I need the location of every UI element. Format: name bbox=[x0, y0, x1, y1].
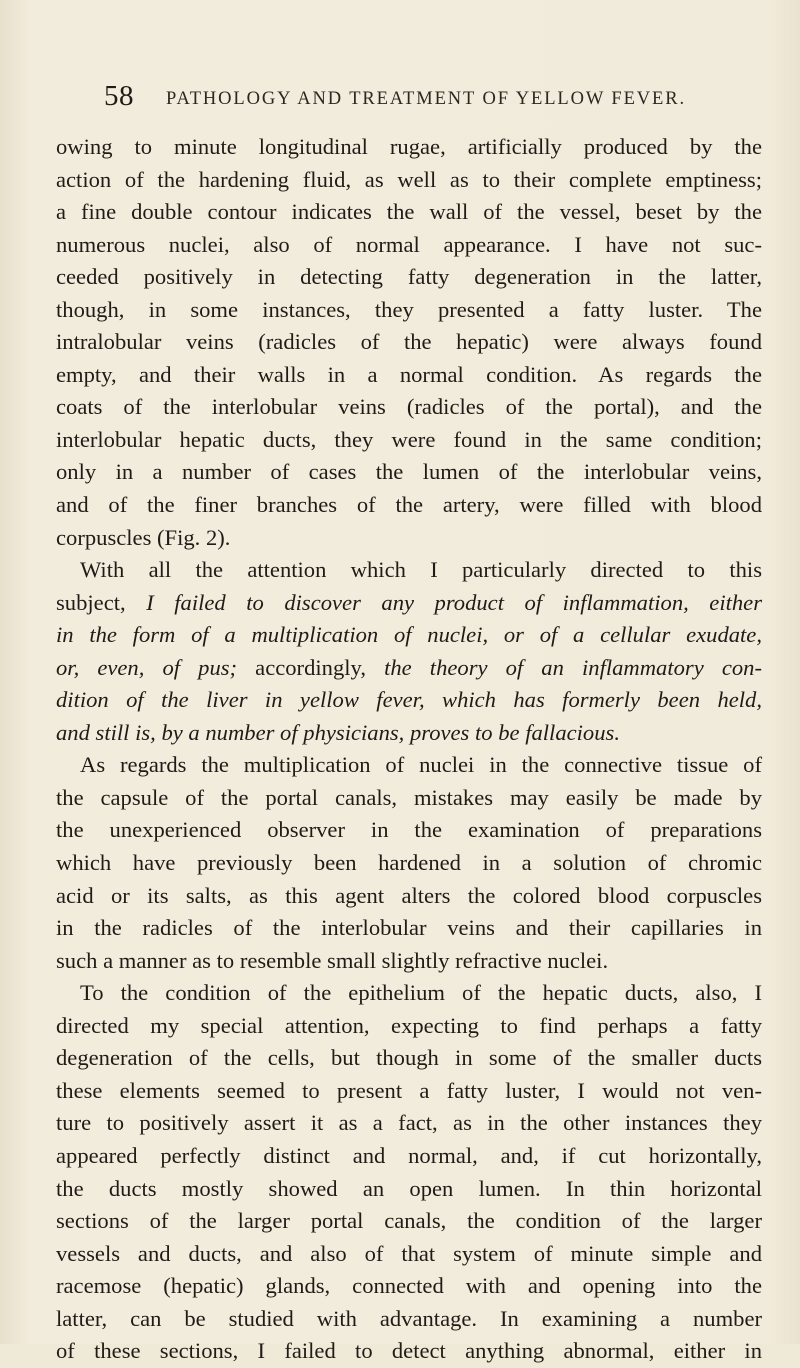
text-line bbox=[56, 945, 762, 978]
running-title: PATHOLOGY AND TREATMENT OF YELLOW FEVER. bbox=[166, 89, 687, 109]
italic-text: and still is, by a number of physicians, proves to be fallacious. bbox=[56, 719, 620, 745]
text-line bbox=[56, 977, 762, 1010]
text-segment: accordingly, bbox=[237, 654, 385, 680]
text-segment: numerous nuclei, also of normal appearance. I have not suc- bbox=[56, 231, 762, 257]
text-line bbox=[56, 1010, 762, 1043]
text-line bbox=[56, 1205, 762, 1238]
text-segment: acid or its salts, as this agent alters the colored blood corpuscles bbox=[56, 882, 762, 908]
text-segment: latter, can be studied with advantage. In examining a number bbox=[56, 1305, 762, 1331]
text-segment: and of the finer branches of the artery, were filled with blood bbox=[56, 492, 762, 518]
text-line bbox=[56, 326, 762, 359]
text-segment: a fine double contour indicates the wall of the vessel, beset by the bbox=[56, 199, 762, 225]
text-line bbox=[56, 1042, 762, 1075]
text-line bbox=[56, 847, 762, 880]
text-line bbox=[56, 554, 762, 587]
text-line bbox=[56, 489, 762, 522]
text-line bbox=[56, 749, 762, 782]
text-line bbox=[56, 814, 762, 847]
text-line bbox=[56, 164, 762, 197]
text-line bbox=[56, 684, 762, 717]
text-segment: degeneration of the cells, but though in some of the smaller ducts bbox=[56, 1045, 762, 1071]
text-line bbox=[56, 619, 762, 652]
text-line bbox=[56, 1335, 762, 1368]
text-line bbox=[56, 456, 762, 489]
text-segment: With all the attention which I particularly directed to this bbox=[80, 557, 762, 583]
page-number: 58 bbox=[104, 80, 134, 112]
text-segment: intralobular veins (radicles of the hepatic) were always found bbox=[56, 329, 762, 355]
text-line bbox=[56, 196, 762, 229]
text-segment: the unexperienced observer in the examination of preparations bbox=[56, 817, 762, 843]
text-line bbox=[56, 359, 762, 392]
text-segment: To the condition of the epithelium of the hepatic ducts, also, I bbox=[80, 980, 762, 1006]
text-line bbox=[56, 1303, 762, 1336]
text-line bbox=[56, 1270, 762, 1303]
italic-text: dition of the liver in yellow fever, which has formerly been held, bbox=[56, 687, 762, 713]
italic-text: in the form of a multiplication of nuclei, or of a cellular exudate, bbox=[56, 622, 762, 648]
text-segment: owing to minute longitudinal rugae, artificially produced by the bbox=[56, 134, 762, 159]
italic-text: or, even, of pus; bbox=[56, 654, 238, 680]
text-segment: though, in some instances, they presented a fatty luster. The bbox=[56, 296, 762, 322]
text-line bbox=[56, 131, 762, 164]
text-line bbox=[56, 880, 762, 913]
text-segment: ceeded positively in detecting fatty degeneration in the latter, bbox=[56, 264, 762, 290]
text-segment: in the radicles of the interlobular veins and their capillaries in bbox=[56, 915, 762, 941]
text-segment: the capsule of the portal canals, mistakes may easily be made by bbox=[56, 784, 762, 810]
text-line bbox=[56, 424, 762, 457]
running-head bbox=[104, 80, 764, 116]
text-segment: subject, bbox=[56, 589, 147, 615]
text-line bbox=[56, 1173, 762, 1206]
text-segment: interlobular hepatic ducts, they were found in the same condition; bbox=[56, 426, 762, 452]
text-segment: ture to positively assert it as a fact, as in the other instances they bbox=[56, 1110, 762, 1136]
text-segment: sections of the larger portal canals, the condition of the larger bbox=[56, 1208, 762, 1234]
text-line bbox=[56, 782, 762, 815]
text-segment: coats of the interlobular veins (radicles of the portal), and the bbox=[56, 394, 762, 420]
text-segment: vessels and ducts, and also of that system of minute simple and bbox=[56, 1240, 762, 1266]
text-segment: the ducts mostly showed an open lumen. In thin horizontal bbox=[56, 1175, 762, 1201]
text-segment: directed my special attention, expecting to find perhaps a fatty bbox=[56, 1012, 762, 1038]
text-segment: appeared perfectly distinct and normal, and, if cut horizontally, bbox=[56, 1142, 762, 1168]
text-line bbox=[56, 652, 762, 685]
text-line bbox=[56, 294, 762, 327]
text-line bbox=[56, 717, 762, 750]
text-line bbox=[56, 587, 762, 620]
text-segment: corpuscles (Fig. 2). bbox=[56, 524, 231, 550]
text-segment: these elements seemed to present a fatty luster, I would not ven- bbox=[56, 1077, 762, 1103]
text-segment: racemose (hepatic) glands, connected with and opening into the bbox=[56, 1273, 762, 1299]
text-line bbox=[56, 1140, 762, 1173]
text-segment: such a manner as to resemble small slightly refractive nuclei. bbox=[56, 947, 609, 973]
text-line bbox=[56, 229, 762, 262]
text-segment: action of the hardening fluid, as well as to their complete emptiness; bbox=[56, 166, 762, 192]
text-line bbox=[56, 1238, 762, 1271]
text-line bbox=[56, 522, 762, 555]
text-line bbox=[56, 1107, 762, 1140]
italic-text: I failed to discover any product of inflammation, either bbox=[146, 589, 763, 615]
text-line bbox=[56, 912, 762, 945]
text-line bbox=[56, 1075, 762, 1108]
text-line bbox=[56, 261, 762, 294]
body-text bbox=[56, 131, 762, 1368]
text-segment: which have previously been hardened in a solution of chromic bbox=[56, 850, 762, 876]
text-segment: only in a number of cases the lumen of the interlobular veins, bbox=[56, 459, 762, 485]
text-segment: As regards the multiplication of nuclei in the connective tissue of bbox=[80, 752, 762, 778]
italic-text: the theory of an inflammatory con- bbox=[384, 654, 762, 680]
text-line bbox=[56, 391, 762, 424]
text-segment: of these sections, I failed to detect anything abnormal, either in bbox=[56, 1338, 762, 1364]
text-segment: empty, and their walls in a normal condition. As regards the bbox=[56, 361, 762, 387]
